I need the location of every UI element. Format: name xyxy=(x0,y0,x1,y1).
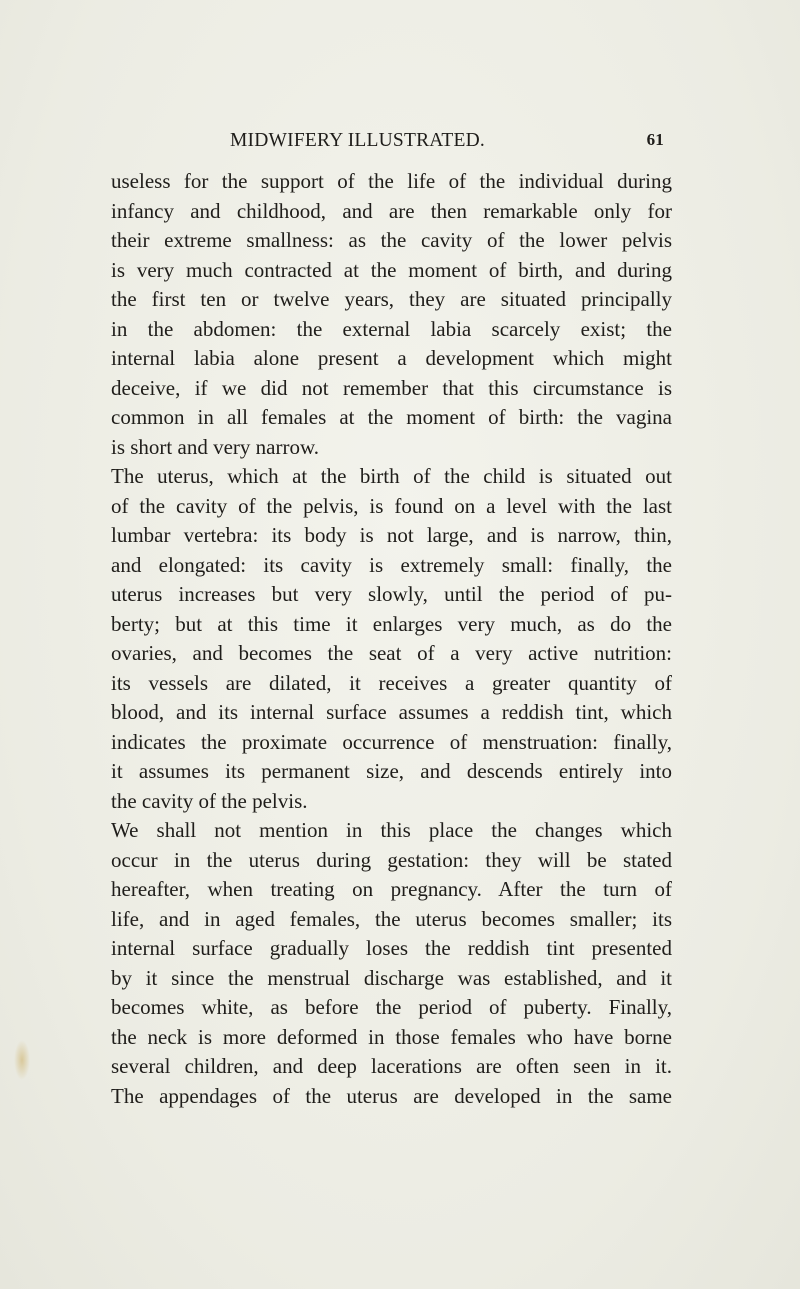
text-line: internal labia alone present a development which might xyxy=(111,346,672,370)
text-line: blood, and its internal surface assumes a reddish tint, which xyxy=(111,700,672,724)
text-line: the cavity of the pelvis. xyxy=(111,788,308,813)
text-line: The uterus, which at the birth of the child is situated out xyxy=(111,464,672,488)
paper-stain xyxy=(14,1040,30,1080)
text-line: berty; but at this time it enlarges very much, as do the xyxy=(111,611,672,636)
body-text xyxy=(111,167,672,1111)
text-line: internal surface gradually loses the reddish tint presented xyxy=(111,936,672,960)
text-line: several children, and deep lacerations are often seen in it. xyxy=(111,1054,672,1078)
text-line: its vessels are dilated, it receives a greater quantity of xyxy=(111,670,672,695)
text-line: and elongated: its cavity is extremely small: finally, the xyxy=(111,552,672,577)
text-line: the neck is more deformed in those females who have borne xyxy=(111,1024,672,1049)
text-line: is very much contracted at the moment of birth, and during xyxy=(111,257,672,282)
text-line: deceive, if we did not remember that this circumstance is xyxy=(111,375,672,400)
text-line: useless for the support of the life of the individual during xyxy=(111,169,672,193)
text-line: common in all females at the moment of birth: the vagina xyxy=(111,405,672,429)
text-line: hereafter, when treating on pregnancy. After the turn of xyxy=(111,877,672,901)
running-title: MIDWIFERY ILLUSTRATED. xyxy=(230,130,485,151)
text-line: infancy and childhood, and are then remarkable only for xyxy=(111,198,672,223)
text-line: We shall not mention in this place the changes which xyxy=(111,818,672,842)
text-line: it assumes its permanent size, and descends entirely into xyxy=(111,759,672,783)
text-line: their extreme smallness: as the cavity of the lower pelvis xyxy=(111,228,672,252)
text-line: lumbar vertebra: its body is not large, and is narrow, thin, xyxy=(111,523,672,547)
text-line: of the cavity of the pelvis, is found on a level with the last xyxy=(111,493,672,518)
text-line: ovaries, and becomes the seat of a very active nutrition: xyxy=(111,641,672,665)
text-line: the first ten or twelve years, they are situated principally xyxy=(111,287,672,311)
text-line: by it since the menstrual discharge was established, and it xyxy=(111,965,672,990)
running-head xyxy=(112,130,672,156)
text-line: uterus increases but very slowly, until the period of pu- xyxy=(111,582,672,606)
text-line: indicates the proximate occurrence of menstruation: finally, xyxy=(111,729,672,754)
text-line: life, and in aged females, the uterus becomes smaller; its xyxy=(111,906,672,931)
text-line: is short and very narrow. xyxy=(111,434,320,459)
text-line: occur in the uterus during gestation: they will be stated xyxy=(111,847,672,872)
page-number: 61 xyxy=(646,130,664,149)
text-line: in the abdomen: the external labia scarcely exist; the xyxy=(111,316,672,341)
text-line: The appendages of the uterus are developed in the same xyxy=(111,1083,672,1108)
text-line: becomes white, as before the period of puberty. Finally, xyxy=(111,995,672,1019)
